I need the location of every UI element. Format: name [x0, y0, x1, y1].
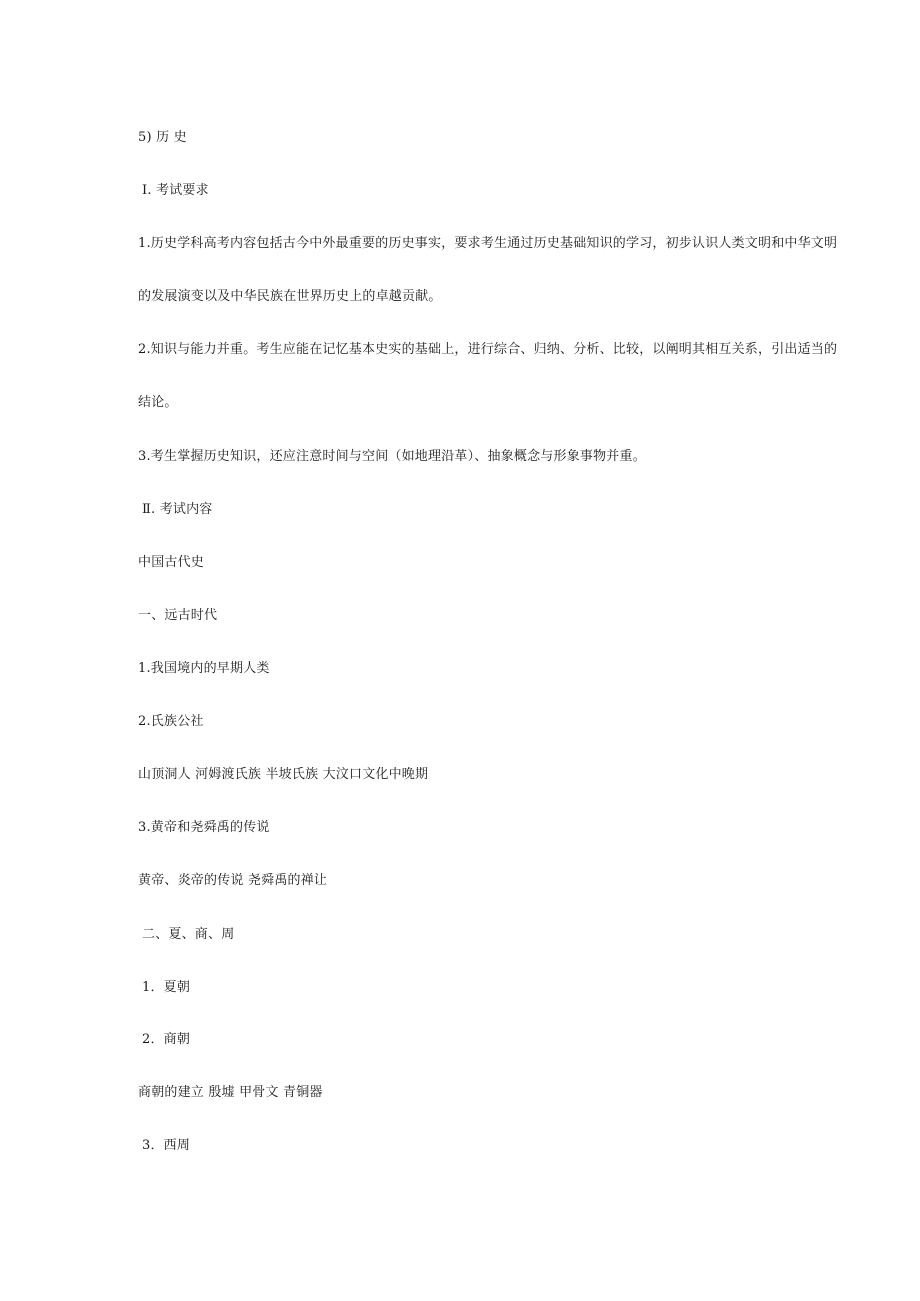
paragraph-1-line-1: 1.历史学科高考内容包括古今中外最重要的历史事实，要求考生通过历史基础知识的学习，初步认识人类文明和中华文明	[138, 236, 838, 251]
list-item-early-humans: 1.我国境内的早期人类	[138, 661, 270, 676]
paragraph-3: 3.考生掌握历史知识，还应注意时间与空间（如地理沿革）、抽象概念与形象事物并重。	[138, 449, 646, 464]
list-item-legend-details: 黄帝、炎帝的传说 尧舜禹的禅让	[138, 873, 328, 888]
list-item-clan-details: 山顶洞人 河姆渡氏族 半坡氏族 大汶口文化中晚期	[138, 767, 429, 782]
paragraph-2-line-1: 2.知识与能力并重。考生应能在记忆基本史实的基础上，进行综合、归纳、分析、比较，以阐明其相互关系，引出适当的	[138, 342, 838, 357]
list-item-western-zhou: 3．西周	[142, 1138, 191, 1153]
list-item-legends: 3.黄帝和尧舜禹的传说	[138, 820, 270, 835]
paragraph-1-line-2: 的发展演变以及中华民族在世界历史上的卓越贡献。	[138, 289, 442, 304]
heading-ancient-chinese-history: 中国古代史	[138, 555, 205, 570]
heading-exam-content: Ⅱ. 考试内容	[142, 502, 213, 517]
list-item-shang-details: 商朝的建立 殷墟 甲骨文 青铜器	[138, 1085, 323, 1100]
heading-xia-shang-zhou: 二、夏、商、周	[142, 927, 235, 942]
paragraph-2-line-2: 结论。	[138, 395, 178, 410]
list-item-shang: 2．商朝	[142, 1032, 191, 1047]
list-item-clan-commune: 2.氏族公社	[138, 714, 204, 729]
heading-exam-requirements: Ⅰ. 考试要求	[142, 183, 209, 198]
heading-prehistoric-era: 一、远古时代	[138, 608, 218, 623]
list-item-xia: 1．夏朝	[142, 980, 191, 995]
section-title: 5) 历 史	[138, 130, 187, 145]
